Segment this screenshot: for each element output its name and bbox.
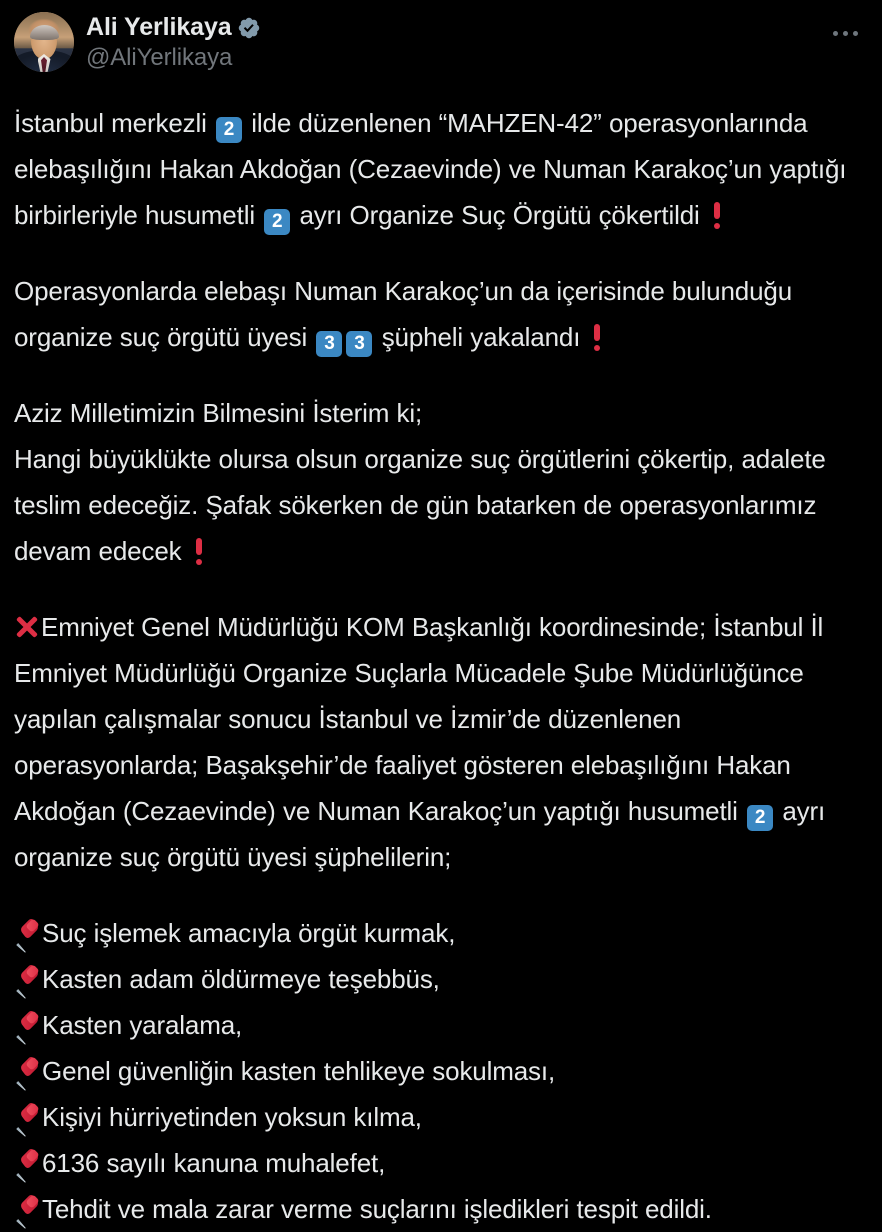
p4-seg2: ayrı organize suç örgütü üyesi şüphelilerin; [14, 796, 826, 872]
pushpin-icon [14, 1058, 41, 1084]
list-item [14, 910, 868, 956]
keycap-3-icon: 3 [346, 331, 372, 357]
more-dot-1 [833, 31, 838, 36]
exclamation-mark-icon [187, 537, 211, 565]
p2-seg2: şüpheli yakalandı [374, 322, 581, 352]
p3-line1: Aziz Milletimizin Bilmesini İsterim ki; [14, 398, 423, 428]
author-info [86, 12, 261, 72]
paragraph-2 [14, 268, 868, 360]
charges-list [14, 910, 868, 1232]
p3-line2: Hangi büyüklükte olursa olsun organize suç örgütlerini çökertip, adalete teslim edeceğiz. Şafak sökerken de gün batarken de operasyonlarımız devam edecek [14, 444, 826, 566]
exclamation-mark-icon [585, 323, 609, 351]
more-options-icon[interactable] [826, 18, 864, 48]
exclamation-mark-icon [705, 201, 729, 229]
author-display-name[interactable]: Ali Yerlikaya [86, 13, 232, 41]
list-item [14, 1048, 868, 1094]
cross-mark-icon [14, 614, 40, 640]
list-item [14, 1186, 868, 1232]
avatar[interactable] [14, 12, 74, 72]
tweet-text-body [14, 100, 868, 1232]
pushpin-icon [14, 1012, 41, 1038]
more-dot-2 [843, 31, 848, 36]
tweet-header [14, 12, 868, 86]
paragraph-1 [14, 100, 868, 238]
pushpin-icon [14, 1104, 41, 1130]
keycap-3-icon: 3 [316, 331, 342, 357]
more-dot-3 [853, 31, 858, 36]
charge-text: Tehdit ve mala zarar verme suçlarını işledikleri tespit edildi. [42, 1194, 712, 1224]
list-item [14, 956, 868, 1002]
p1-seg2: ilde düzenlenen “MAHZEN-42” operasyonlarında elebaşılığını Hakan Akdoğan (Cezaevinde) ve Numan Karakoç’un yaptığı birbirleriyle husumetli [14, 108, 847, 230]
list-item [14, 1002, 868, 1048]
charge-text: Kasten adam öldürmeye teşebbüs, [42, 964, 440, 994]
charge-text: Suç işlemek amacıyla örgüt kurmak, [42, 918, 456, 948]
author-name-row [86, 13, 261, 42]
pushpin-icon [14, 1196, 41, 1222]
p4-seg1: Emniyet Genel Müdürlüğü KOM Başkanlığı koordinesinde; İstanbul İl Emniyet Müdürlüğü Organize Suçlarla Mücadele Şube Müdürlüğünce yapılan çalışmalar sonucu İstanbul ve İzmir’de düzenlenen operasyonlarda; Başakşehir’de faaliyet gösteren elebaşılığını Hakan Akdoğan (Cezaevinde) ve Numan Karakoç’un yaptığı husumetli [14, 612, 824, 826]
paragraph-4 [14, 604, 868, 880]
p2-seg1: Operasyonlarda elebaşı Numan Karakoç’un da içerisinde bulunduğu organize suç örgütü üyesi [14, 276, 793, 352]
charge-text: Genel güvenliğin kasten tehlikeye sokulması, [42, 1056, 556, 1086]
avatar-hair [30, 25, 59, 40]
author-handle[interactable]: @AliYerlikaya [86, 43, 233, 71]
list-item [14, 1094, 868, 1140]
charge-text: Kasten yaralama, [42, 1010, 243, 1040]
pushpin-icon [14, 1150, 41, 1176]
p1-seg3: ayrı Organize Suç Örgütü çökertildi [292, 200, 700, 230]
charge-text: 6136 sayılı kanuna muhalefet, [42, 1148, 386, 1178]
p1-seg1: İstanbul merkezli [14, 108, 214, 138]
pushpin-icon [14, 920, 41, 946]
pushpin-icon [14, 966, 41, 992]
paragraph-3 [14, 390, 868, 574]
charge-text: Kişiyi hürriyetinden yoksun kılma, [42, 1102, 422, 1132]
list-item [14, 1140, 868, 1186]
keycap-2-icon: 2 [264, 209, 290, 235]
keycap-2-icon: 2 [747, 805, 773, 831]
keycap-2-icon: 2 [216, 117, 242, 143]
verified-badge-icon[interactable] [237, 16, 261, 40]
